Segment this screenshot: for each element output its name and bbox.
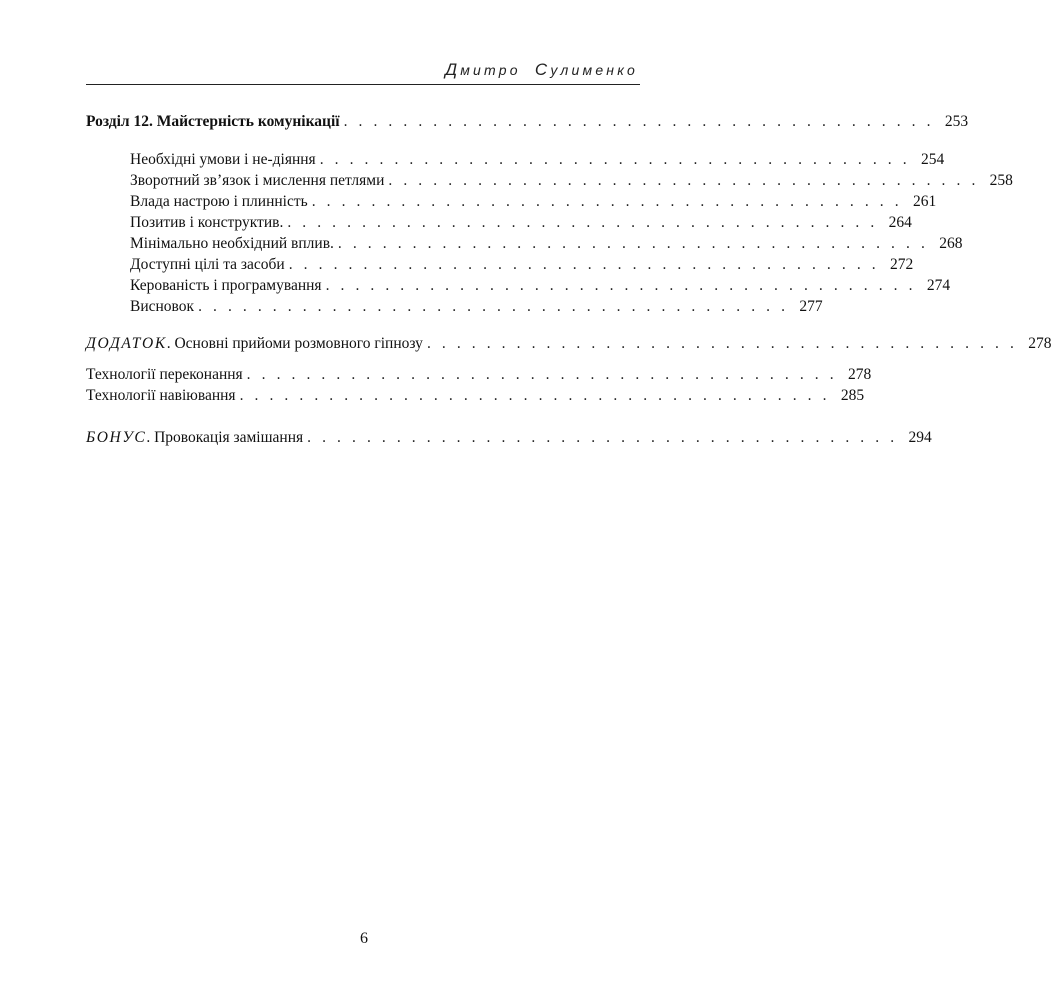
toc-entry-title: Технології навіювання (86, 387, 236, 404)
toc-bonus[interactable] (86, 428, 932, 448)
toc-section[interactable] (130, 234, 963, 254)
toc-entry-title: Позитив і конструктив. (130, 214, 284, 231)
author-last-rest: улименко (550, 62, 638, 78)
leader-dots: . . . . . . . . . . . . . . . . . . . . . . . . . . . . . . . . . . . . . . . . (426, 335, 1018, 352)
toc-section[interactable] (130, 192, 937, 212)
running-header (86, 60, 640, 85)
leader-dots: . . . . . . . . . . . . . . . . . . . . . . . . . . . . . . . . . . . . . . . . (288, 256, 880, 273)
toc-section[interactable] (130, 213, 912, 233)
page-number: 6 (360, 930, 368, 947)
toc-entry-page: 253 (944, 113, 969, 130)
toc-entry-title: Мінімально необхідний вплив. (130, 235, 334, 252)
toc-entry-page: 277 (799, 298, 823, 315)
toc-entry-page: 258 (989, 172, 1013, 189)
toc-entry-page: 264 (888, 214, 912, 231)
toc-chapter-12[interactable] (86, 112, 969, 132)
leader-dots: . . . . . . . . . . . . . . . . . . . . . . . . . . . . . . . . . . . . . . . . (311, 193, 903, 210)
toc-entry-page: 272 (890, 256, 914, 273)
toc-section[interactable] (130, 255, 914, 275)
leader-dots: . . . . . . . . . . . . . . . . . . . . . . . . . . . . . . . . . . . . . . . . (325, 277, 917, 294)
leader-dots: . . . . . . . . . . . . . . . . . . . . . . . . . . . . . . . . . . . . . . . . (337, 235, 929, 252)
appendix-label: ДОДАТОК (86, 335, 167, 352)
leader-dots: . . . . . . . . . . . . . . . . . . . . . . . . . . . . . . . . . . . . . . . . (239, 387, 831, 404)
toc-section[interactable] (130, 171, 1013, 191)
toc-entry-page: 274 (926, 277, 951, 294)
appendix-title: . Основні прийоми розмовного гіпнозу (166, 335, 423, 352)
toc-entry-title: Доступні цілі та засоби (130, 256, 285, 273)
toc-entry-page: 254 (920, 151, 945, 168)
leader-dots: . . . . . . . . . . . . . . . . . . . . . . . . . . . . . . . . . . . . . . . . (198, 298, 789, 315)
toc-appendix-section[interactable] (86, 386, 865, 406)
toc-appendix[interactable] (86, 334, 1051, 354)
toc-entry-title: Розділ 12. Майстерність комунікації (86, 113, 340, 130)
leader-dots: . . . . . . . . . . . . . . . . . . . . . . . . . . . . . . . . . . . . . . . . (319, 151, 911, 168)
toc-entry-title: Необхідні умови і не-діяння (130, 151, 316, 168)
toc-appendix-section[interactable] (86, 365, 872, 385)
toc-entry-title: Зворотний зв’язок і мислення петлями (130, 172, 385, 189)
bonus-label: БОНУС (86, 429, 147, 446)
toc-entry-page: 294 (908, 429, 932, 446)
leader-dots: . . . . . . . . . . . . . . . . . . . . . . . . . . . . . . . . . . . . . . . . (287, 214, 878, 231)
toc-entry-title: Висновок (130, 298, 195, 315)
author-first-rest: митро (460, 62, 521, 78)
toc-entry-page: 268 (939, 235, 963, 252)
toc-entry-page: 278 (847, 366, 872, 383)
toc-entry-page: 261 (912, 193, 937, 210)
toc-section[interactable] (130, 150, 945, 170)
toc-entry-title: Керованість і програмування (130, 277, 322, 294)
toc-entry-page: 278 (1028, 335, 1051, 352)
toc-section[interactable] (130, 276, 951, 296)
toc-entry-page: 285 (840, 387, 865, 404)
toc-entry-title: Влада настрою і плинність (130, 193, 308, 210)
leader-dots: . . . . . . . . . . . . . . . . . . . . . . . . . . . . . . . . . . . . . . . . (388, 172, 979, 189)
bonus-title: . Провокація замішання (146, 429, 304, 446)
author-last-initial: С (534, 60, 551, 79)
toc-entry-title (86, 334, 423, 354)
leader-dots: . . . . . . . . . . . . . . . . . . . . . . . . . . . . . . . . . . . . . . . . (343, 113, 935, 130)
leader-dots: . . . . . . . . . . . . . . . . . . . . . . . . . . . . . . . . . . . . . . . . (246, 366, 838, 383)
toc-section[interactable] (130, 297, 823, 317)
leader-dots: . . . . . . . . . . . . . . . . . . . . . . . . . . . . . . . . . . . . . . . . (307, 429, 898, 446)
author-first-initial: Д (445, 60, 461, 79)
author-name (445, 60, 638, 80)
toc-entry-title: Технології переконання (86, 366, 243, 383)
toc-entry-title (86, 428, 303, 448)
